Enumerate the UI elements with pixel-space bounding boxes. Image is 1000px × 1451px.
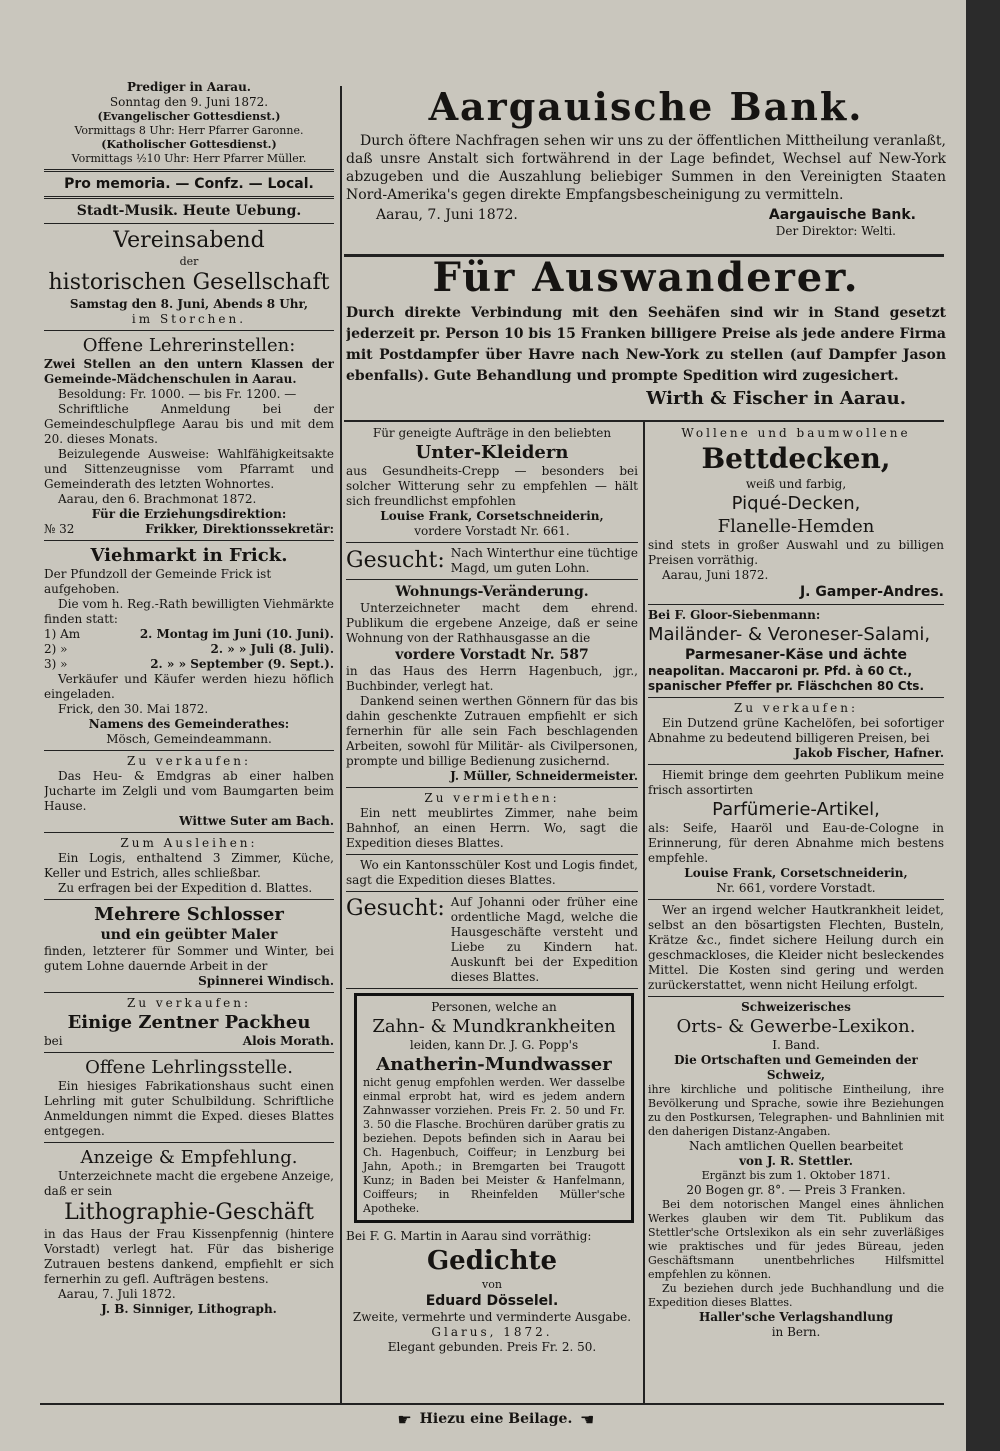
kacheloefen-notice [648,701,944,761]
packheu-item: Einige Zentner Packheu [67,1012,311,1033]
bettdecken-notice [648,426,944,601]
gedichte-price: Elegant gebunden. Preis Fr. 2. 50. [387,1340,597,1354]
lithographie-notice [44,1146,334,1317]
viehmarkt-date-no: 3) » [44,657,68,671]
divider [44,540,334,541]
parfum-notice [648,768,944,896]
salami-l4: spanischer Pfeffer pr. Fläschchen 80 Cts. [648,679,925,693]
footer-text: Hiezu eine Beilage. [419,1411,573,1427]
salami-l3: neapolitan. Maccaroni pr. Pfd. à 60 Ct., [648,664,912,678]
divider [346,542,638,543]
lexikon-city: in Bern. [771,1325,821,1339]
viehmarkt-line: Der Pfundzoll der Gemeinde Frick ist aufgehoben. [44,567,272,596]
wohnung-text: Unterzeichneter macht dem ehrend. Publikum die ergebene Anzeige, daß er seine Wohnung von der Rathhausgasse an die [346,601,638,645]
anatherin-ad [354,993,634,1223]
divider [648,604,944,605]
zimmer-title: Zu vermiethen: [424,791,560,805]
logis-text: Ein Logis, enthaltend 3 Zimmer, Küche, Keller und Estrich, alles schließbar. [44,851,334,880]
lexikon-sign: Haller'sche Verlagshandlung [698,1310,894,1324]
viehmarkt-after: Namens des Gemeinderathes: [88,717,290,731]
lehrling-title: Offene Lehrlingsstelle. [85,1057,293,1078]
viehmarkt-date: 2. Montag im Juni (10. Juni). [139,627,334,641]
logis-title: Zum Ausleihen: [120,836,258,850]
divider [648,764,944,765]
lexikon-l1: Schweizerisches [741,1000,851,1014]
divider [44,832,334,833]
column-rule-left [340,86,342,1404]
kleider-title: Unter-Kleidern [415,442,569,463]
parfum-addr: Nr. 661, vordere Vorstadt. [716,881,876,895]
lehrer-line: Besoldung: Fr. 1000. — bis Fr. 1200. — [58,387,297,401]
zahn-title: Zahn- & Mundkrankheiten [372,1016,616,1037]
middle-column [346,420,638,1355]
divider [44,223,334,224]
lexikon-erg: Ergänzt bis zum 1. Oktober 1871. [701,1169,891,1182]
anzeige-sign: J. B. Sinniger, Lithograph. [101,1302,277,1316]
heu-sign: Wittwe Suter am Bach. [179,814,334,828]
bank-text: Durch öftere Nachfragen sehen wir uns zu der öffentlichen Mittheilung veranlaßt, daß unsre Anstalt sich fortwährend in der Lage befindet, Wechsel auf New-York abzugeben und die Auszahlung beliebiger Summen in den Vereinigten Staaten Nord-Amerika's gegen direkte Empfangsbescheinigung zu vermitteln. [346,133,946,203]
viehmarkt-after: Verkäufer und Käufer werden hiezu höflich eingeladen. [44,672,334,701]
wohnung-notice [346,583,638,784]
zimmer-notice [346,791,638,851]
bank-director: Der Direktor: Welti. [775,224,896,238]
parfum-intro: Hiemit bringe dem geehrten Publikum meine frisch assortirten [648,768,944,797]
divider [44,1052,334,1053]
auswanderer-title: Für Auswanderer. [432,254,860,301]
viehmarkt-notice [44,544,334,747]
right-column [648,420,944,1340]
left-column [44,80,334,1317]
kleider-addr: vordere Vorstadt Nr. 661. [414,524,570,538]
parfum-sign: Louise Frank, Corsetschneiderin, [684,866,908,880]
gedichte-notice [346,1229,638,1355]
column-rule-mid [643,420,645,1404]
gesucht-text: Nach Winterthur eine tüchtige Magd, um guten Lohn. [450,546,638,575]
pointing-hand-icon: ☛ [397,1409,412,1429]
auswanderer-text: Durch direkte Verbindung mit den Seehäfen sind wir in Stand gesetzt jederzeit pr. Person 10 bis 15 Franken billigere Preise als jede andere Firma mit Postdampfer über Havre nach New-York zu stellen (auf Dampfer Jason ebenfalls). Gute Behandlung und prompte Spedition wird zugesichert. [346,305,946,384]
heu-text: Das Heu- & Emdgras ab einer halben Jucharte im Zelgli und vom Baumgarten beim Hause. [44,769,334,813]
anzeige-text: in das Haus der Frau Kissenpfennig (hintere Vorstadt) verlegt hat. Für das bisherige Zutrauen bestens dankend, empfiehlt er sich fernerhin zu gefl. Aufträgen bestens. [44,1227,334,1286]
kost-notice: Wo ein Kantonsschüler Kost und Logis findet, sagt die Expedition dieses Blattes. [346,858,638,887]
zahn-text: nicht genug empfohlen werden. Wer dasselbe einmal erprobt hat, wird es jedem andern Zahnwasser vorziehen. Preis Fr. 2. 50 und Fr. 3. 50 die Flasche. Brochüren darüber gratis zu beziehen. Depots befinden sich in Aarau bei Ch. Hagenbuch, Coiffeur; in Lenzburg bei Jahn, Apoth.; in Bremgarten bei Traugott Kunz; in Baden bei Meister & Hanfelmann, Coiffeurs; in Rheinfelden Müller'sche Apotheke. [363,1076,625,1215]
gedichte-intro: Bei F. G. Martin in Aarau sind vorräthig: [346,1229,592,1243]
lehrer-title: Offene Lehrerinstellen: [82,335,296,356]
ofen-text: Ein Dutzend grüne Kachelöfen, bei sofortiger Abnahme zu bedeutend billigeren Preisen, bei [648,716,944,745]
bett-intro: Wollene und baumwollene [681,426,911,440]
divider [44,330,334,331]
prediger-line: (Katholischer Gottesdienst.) [101,138,277,151]
anzeige-date: Aarau, 7. Juli 1872. [58,1287,176,1301]
bett-date: Aarau, Juni 1872. [662,568,769,582]
zahn-intro: Personen, welche an [431,1000,557,1014]
wohnung-sign: J. Müller, Schneidermeister. [450,769,638,783]
packheu-notice [44,996,334,1049]
lexikon-von: von J. R. Stettler. [739,1154,853,1168]
prediger-line: Vormittags 8 Uhr: Herr Pfarrer Garonne. [74,124,304,137]
gesucht-magd-notice [346,546,638,576]
parfum-title: Parfümerie-Artikel, [712,799,880,820]
stadt-musik: Stadt-Musik. Heute Uebung. [76,203,302,219]
gedichte-von: von [482,1278,502,1291]
schlosser-notice [44,903,334,989]
viehmarkt-date: 2. » » Juli (8. Juli). [210,642,334,656]
lehrerinstellen-notice [44,334,334,537]
lexikon-sub: Die Ortschaften und Gemeinden der Schweiz, [674,1053,918,1082]
kleider-intro: Für geneigte Aufträge in den beliebten [372,426,612,440]
footer [346,1406,646,1432]
lehrer-line: Zwei Stellen an den untern Klassen der Gemeinde-Mädchenschulen in Aarau. [44,357,334,386]
pointing-hand-icon: ☛ [580,1409,595,1429]
lehrer-line: Schriftliche Anmeldung bei der Gemeindeschulpflege Aarau bis und mit dem 20. dieses Monats. [44,402,334,446]
lexikon-preis: 20 Bogen gr. 8°. — Preis 3 Franken. [686,1183,906,1197]
divider [648,899,944,900]
zimmer-text: Ein nett meublirtes Zimmer, nahe beim Bahnhof, an einen Herrn. Wo, sagt die Expedition dieses Blattes. [346,806,638,850]
vereinsabend-date: Samstag den 8. Juni, Abends 8 Uhr, [69,297,309,311]
schlosser-title: Mehrere Schlosser [94,904,284,925]
footer-rule [40,1403,944,1405]
bett-sub: weiß und farbig, [745,477,847,491]
lexikon-text: ihre kirchliche und politische Eintheilung, ihre Bevölkerung und Sprache, sowie ihre Beziehungen zu den Postkursen, Telegraphen- und Bahnlinien mit den daherigen Distanz-Angaben. [648,1083,944,1138]
bett-title: Bettdecken, [701,442,891,475]
packheu-sign: Alois Morath. [242,1034,334,1048]
schlosser-sub: und ein geübter Maler [100,927,278,943]
wohnung-text2: in das Haus des Herrn Hagenbuch, jgr., Buchbinder, verlegt hat. [346,664,638,693]
prediger-title: Prediger in Aarau. [126,80,251,94]
lehrer-line: Beizulegende Ausweise: Wahlfähigkeitsakte und Sittenzeugnisse vom Pfarramt und Gemeinderath des letzten Wohnortes. [44,447,334,491]
gesucht-label: Gesucht: [346,548,445,573]
bett-flanell: Flanelle-Hemden [717,516,875,537]
kleider-text: aus Gesundheits-Crepp — besonders bei solcher Witterung sehr zu empfehlen — hält sich freundlichst empfohlen [346,464,638,508]
vereinsabend-title: Vereinsabend [113,228,265,253]
divider [648,697,944,698]
divider [44,196,334,199]
lehrer-line: Aarau, den 6. Brachmonat 1872. [58,492,257,506]
auswanderer-notice [346,253,946,410]
top-section [346,82,946,410]
lexikon-notice [648,1000,944,1340]
gedichte-title: Gedichte [426,1246,558,1276]
viehmarkt-after: Mösch, Gemeindeammann. [106,732,272,746]
auswanderer-sign: Wirth & Fischer in Aarau. [646,388,906,409]
logis-note: Zu erfragen bei der Expedition d. Blattes. [58,881,313,895]
wohnung-title: Wohnungs-Veränderung. [395,584,589,600]
viehmarkt-date-no: 2) » [44,642,68,656]
pro-memoria: Pro memoria. — Confz. — Local. [64,176,314,192]
divider [346,787,638,788]
lexikon-text2: Bei dem notorischen Mangel eines ähnlichen Werkes glauben wir dem Tit. Publikum das Stettler'sche Ortslexikon als ein sehr zuverläßiges wie praktisches und für jedes Büreau, jeden Geschäftsmann unentbehrliches Hilfsmittel empfehlen zu können. [648,1198,944,1281]
ofen-title: Zu verkaufen: [734,701,858,715]
heu-title: Zu verkaufen: [127,754,251,768]
gedichte-ed: Zweite, vermehrte und verminderte Ausgabe. [352,1310,632,1324]
vereinsabend-society: historischen Gesellschaft [48,270,330,295]
packheu-title: Zu verkaufen: [127,996,251,1010]
viehmarkt-after: Frick, den 30. Mai 1872. [58,702,209,716]
wohnung-text3: Dankend seinen werthen Gönnern für das bis dahin geschenkte Zutrauen empfiehlt er sich fernerhin für alle sein Fach beschlagenden Arbeiten, sowohl für Militär- als Civilpersonen, prompte und billige Bedienung zusichernd. [346,694,638,768]
packheu-bei: bei [44,1034,63,1048]
divider [44,1142,334,1143]
viehmarkt-date-no: 1) Am [44,627,81,641]
heu-notice [44,754,334,829]
divider [44,992,334,993]
gedichte-author: Eduard Dösselel. [425,1293,559,1309]
ofen-sign: Jakob Fischer, Hafner. [794,746,944,760]
bett-sign: J. Gamper-Andres. [799,584,944,600]
zahn-name: Anatherin-Mundwasser [376,1054,612,1075]
divider [346,579,638,580]
divider [44,899,334,900]
anzeige-name: Lithographie-Geschäft [64,1200,314,1225]
kleider-sign: Louise Frank, Corsetschneiderin, [380,509,604,523]
logis-notice [44,836,334,896]
divider [346,854,638,855]
schlosser-sign: Spinnerei Windisch. [198,974,334,988]
vereinsabend-notice [44,227,334,327]
prediger-notice [44,80,334,166]
hautkrankheit-notice: Wer an irgend welcher Hautkrankheit leidet, selbst an den bösartigsten Flechten, Busteln, Krätze &c., findet sichere Heilung durch ein geschmackloses, die Kleider nicht besleckendes Mittel. Die Kosten sind gering und werden zurückerstattet, wenn nicht Heilung erfolgt. [648,903,944,992]
schlosser-text: finden, letzterer für Sommer und Winter, bei gutem Lohne dauernde Arbeit in der [44,944,334,973]
anzeige-intro: Unterzeichnete macht die ergebene Anzeige, daß er sein [44,1169,334,1198]
bank-date: Aarau, 7. Juni 1872. [376,207,518,223]
viehmarkt-title: Viehmarkt in Frick. [90,545,288,566]
lehrling-text: Ein hiesiges Fabrikationshaus sucht einen Lehrling mit guter Schulbildung. Schriftliche Anmeldungen nimmt die Exped. dieses Blattes entgegen. [44,1079,334,1138]
lexikon-text3: Zu beziehen durch jede Buchhandlung und die Expedition dieses Blattes. [648,1282,944,1309]
bank-sign: Aargauische Bank. [768,207,916,223]
lexikon-title: Orts- & Gewerbe-Lexikon. [676,1016,916,1037]
divider [44,750,334,751]
salami-l2: Parmesaner-Käse und ächte [684,647,907,663]
vereinsabend-der: der [179,255,199,268]
viehmarkt-date: 2. » » September (9. Sept.). [150,657,334,671]
bett-pique: Piqué-Decken, [731,493,861,514]
divider [648,996,944,997]
lehrer-line: Für die Erziehungsdirektion: [91,507,287,521]
salami-notice [648,608,944,694]
lexikon-quelle: Nach amtlichen Quellen bearbeitet [688,1139,904,1153]
salami-l1: Mailänder- & Veroneser-Salami, [648,624,931,645]
salami-intro: Bei F. Gloor-Siebenmann: [648,608,821,622]
prediger-date: Sonntag den 9. Juni 1872. [109,95,269,109]
gesucht-label: Gesucht: [346,896,445,921]
lehrer-sign: Frikker, Direktionssekretär: [145,522,334,536]
prediger-line: (Evangelischer Gottesdienst.) [97,110,281,123]
bank-title: Aargauische Bank. [428,84,864,129]
lehrling-notice [44,1056,334,1139]
scan-edge [966,0,1000,1451]
anzeige-title: Anzeige & Empfehlung. [80,1147,298,1168]
gesucht-text: Auf Johanni oder früher eine ordentliche Magd, welche die Hausgeschäfte versteht und Liebe zu Kindern hat. Auskunft bei der Expedition dieses Blattes. [450,895,638,984]
divider [346,891,638,892]
gesucht-johanni-notice [346,895,638,985]
vereinsabend-place: im Storchen. [131,312,247,326]
prediger-line: Vormittags ½10 Uhr: Herr Pfarrer Müller. [71,152,307,165]
parfum-text: als: Seife, Haaröl und Eau-de-Cologne in Erinnerung, für deren Abnahme mich bestens empfehle. [648,821,944,865]
lexikon-band: I. Band. [772,1038,820,1052]
bett-text: sind stets in großer Auswahl und zu billigen Preisen vorräthig. [648,538,944,567]
divider [346,988,638,989]
gedichte-place: Glarus, 1872. [431,1325,553,1339]
divider [44,169,334,172]
kleider-notice [346,426,638,539]
lehrer-number: № 32 [44,522,75,536]
wohnung-addr: vordere Vorstadt Nr. 587 [395,647,589,663]
bank-notice [346,82,946,239]
viehmarkt-line: Die vom h. Reg.-Rath bewilligten Viehmärkte finden statt: [44,597,334,626]
zahn-l2: leiden, kann Dr. J. G. Popp's [409,1038,579,1052]
